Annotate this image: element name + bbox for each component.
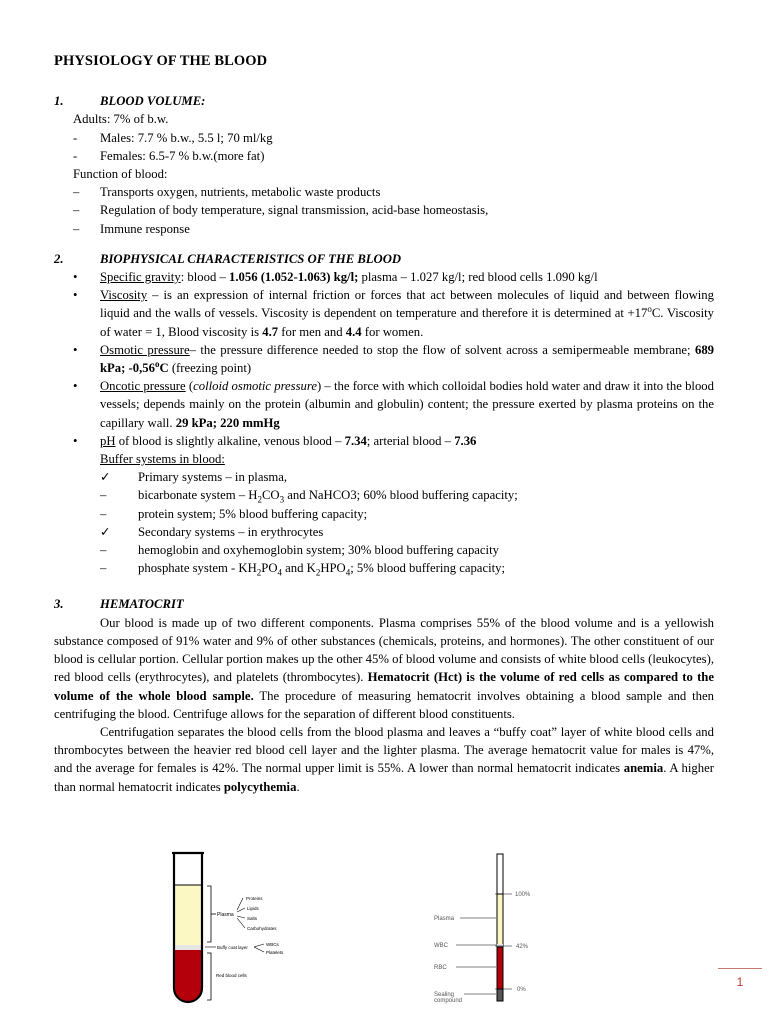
section-heading-hematocrit: 3. HEMATOCRIT (54, 597, 184, 612)
function-item: – Regulation of body temperature, signal transmission, acid-base homeostasis, (73, 203, 489, 218)
buffer-item: ✓ Primary systems – in plasma, (100, 470, 288, 485)
hematocrit-paragraph-1: Our blood is made up of two different components. Plasma comprises 55% of the blood volume and is a yellowish substance composed of 91% water and 9% of other substances (chemicals, proteins, and hormones). The other constituent of our blood is cellular portion. Cellular portion makes up the other 45% of blood volume and consists of white blood cells (leukocytes), red blood cells (erythrocytes), and platelets (thrombocytes). Hematocrit (Hct) is the volume of red cells as compared to the volume of the whole blood sample. The procedure of measuring hematocrit involves obtaining a blood sample and then centrifuging the blood. Centrifuge allows for the separation of different blood constituents. (54, 615, 715, 721)
buffer-systems-label: Buffer systems in blood: (100, 452, 225, 467)
section-heading-biophysical: 2. BIOPHYSICAL CHARACTERISTICS OF THE BLOOD (54, 251, 402, 266)
adults-line: Adults: 7% of b.w. (73, 112, 169, 127)
fig2-plasma-label: Plasma (434, 916, 455, 922)
fig1-rbc-label: Red blood cells (216, 973, 247, 978)
function-label: Function of blood: (73, 167, 168, 182)
buffer-item: – bicarbonate system – $H_2CO_3$ and NaHCO3; 60% blood buffering capacity; (100, 488, 518, 505)
fig2-rbc-label: RBC (434, 965, 447, 971)
buffer-item: – phosphate system - $KH_2PO_4$ and $K_2HPO_4$; 5% blood buffering capacity; (100, 561, 505, 578)
oncotic-pressure-item: • Oncotic pressure (colloid osmotic pressure) – the force with which colloidal bodies hold water and draw it into the blood vessels; depends mainly on the protein (albumin and globulin) content; the pressure exerted by plasma proteins on the capillary wall. 29 kPa; 220 mmHg (73, 379, 714, 430)
fig2-wbc-label: WBC (434, 943, 448, 949)
function-item: – Immune response (73, 221, 190, 236)
capillary-tube-diagram (434, 854, 531, 1004)
page-title: PHYSIOLOGY OF THE BLOOD (54, 53, 268, 69)
viscosity-item: • Viscosity – is an expression of internal friction or forces that act between molecules of liquid and between flowing liquid and the walls of vessels. Viscosity is dependent on temperature and therefore it is determined at $+17^oC$. Viscosity of water = 1, Blood viscosity is 4.7 for men and 4.4 for women. (73, 288, 714, 339)
buffer-item: – protein system; 5% blood buffering capacity; (100, 506, 368, 521)
fig1-buffy-label: Buffy coat layer (217, 945, 248, 950)
fig2-100-label: 100% (515, 892, 531, 898)
buffy-coat-layer (174, 945, 202, 950)
fig1-wbcs-label: WBCs (266, 942, 279, 947)
buffer-item: – hemoglobin and oxyhemoglobin system; 30% blood buffering capacity (100, 543, 499, 558)
hematocrit-figures (0, 850, 768, 1024)
osmotic-pressure-item: • Osmotic pressure– the pressure difference needed to stop the flow of solvent across a semipermeable membrane; 689 kPa; -0,56$^o$C (freezing point) (73, 342, 714, 376)
section-heading-blood-volume: 1. BLOOD VOLUME: (54, 94, 206, 109)
fig2-sealing-label: Sealing (434, 992, 455, 998)
fig2-compound-label: compound (434, 998, 463, 1004)
females-line: - Females: 6.5-7 % b.w.(more fat) (73, 148, 265, 163)
rbc-layer (174, 950, 202, 1002)
fig1-salts-label: Salts (247, 916, 258, 921)
function-item: – Transports oxygen, nutrients, metabolic waste products (73, 185, 381, 200)
document-body (54, 52, 714, 796)
fig1-plasma-label: Plasma (217, 912, 234, 918)
fig2-42-label: 42% (516, 944, 529, 950)
test-tube-diagram (172, 853, 284, 1002)
fig1-lipids-label: Lipids (247, 906, 259, 911)
specific-gravity-item: • Specific gravity: blood – 1.056 (1.052-1.063) kg/l; plasma – 1.027 kg/l; red blood cells 1.090 kg/l (73, 270, 598, 285)
buffer-item: ✓ Secondary systems – in erythrocytes (100, 524, 324, 539)
fig2-0-label: 0% (517, 987, 526, 993)
fig1-proteins-label: Proteins (246, 896, 263, 901)
fig1-platelets-label: Platelets (266, 950, 284, 955)
page-number: 1 (718, 968, 762, 989)
ph-item: • pH of blood is slightly alkaline, venous blood – 7.34; arterial blood – 7.36 (73, 433, 477, 448)
plasma-layer (174, 885, 202, 945)
fig1-carbs-label: Carbohydrates (247, 926, 277, 931)
hematocrit-paragraph-2: Centrifugation separates the blood cells from the blood plasma and leaves a “buffy coat” layer of white blood cells and thrombocytes between the heavier red blood cell layer and the lighter plasma. The average hematocrit value for males is 47%, and the average for females is 42%. The normal upper limit is 55%. A lower than normal hematocrit indicates anemia. A higher than normal hematocrit indicates polycythemia. (54, 724, 714, 794)
males-line: - Males: 7.7 % b.w., 5.5 l; 70 ml/kg (73, 130, 273, 145)
